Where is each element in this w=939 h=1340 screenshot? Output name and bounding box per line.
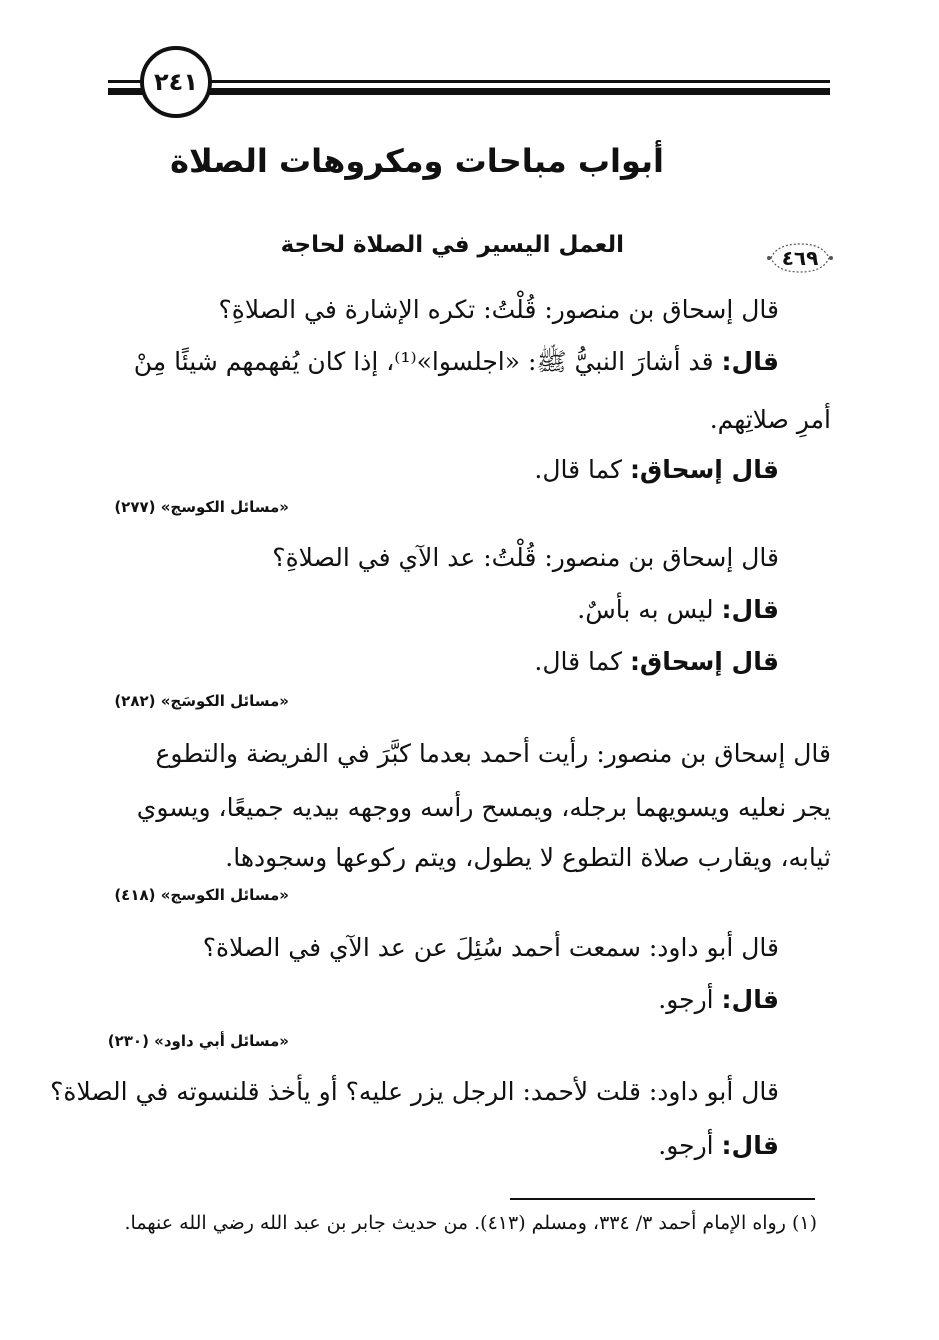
page-number: ٢٤١ xyxy=(140,46,212,118)
answer-label: قال إسحاق: xyxy=(629,647,779,676)
source-citation: «مسائل الكوسَج» (٢٨٢) xyxy=(114,692,289,710)
section-title: العمل اليسير في الصلاة لحاجة xyxy=(280,232,624,258)
answer-line xyxy=(134,344,779,380)
source-citation: «مسائل الكوسج» (٤١٨) xyxy=(114,886,289,904)
paragraph-line: ثيابه، ويقارب صلاة التطوع لا يطول، ويتم ركوعها وسجودها. xyxy=(225,843,831,872)
answer-text: كما قال. xyxy=(534,455,622,484)
answer-continuation: أمرِ صلاتِهم. xyxy=(709,405,831,434)
chapter-title: أبواب مباحات ومكروهات الصلاة xyxy=(170,142,664,180)
answer-text: ليس به بأسٌ. xyxy=(577,595,714,624)
answer-line xyxy=(534,452,779,488)
answer-line xyxy=(658,1128,779,1164)
section-number: ٤٦٩ xyxy=(781,246,819,270)
answer-text: قد أشارَ النبيُّ ﷺ: «اجلسوا»⁽¹⁾، إذا كان يُفهمهم شيئًا مِنْ xyxy=(133,347,714,376)
question-text: قال أبو داود: قلت لأحمد: الرجل يزر عليه؟ أو يأخذ قلنسوته في الصلاة؟ xyxy=(50,1077,779,1106)
answer-text: أرجو. xyxy=(658,985,714,1014)
answer-text: كما قال. xyxy=(534,647,622,676)
answer-text: أرجو. xyxy=(658,1131,714,1160)
header-rule-bottom xyxy=(108,88,830,95)
source-citation: «مسائل الكوسج» (٢٧٧) xyxy=(114,498,289,516)
answer-label: قال: xyxy=(721,985,779,1014)
answer-label: قال: xyxy=(721,1131,779,1160)
question-text: قال إسحاق بن منصور: قُلْتُ: عد الآي في الصلاةِ؟ xyxy=(272,543,779,572)
answer-label: قال إسحاق: xyxy=(629,455,779,484)
question-text: قال أبو داود: سمعت أحمد سُئِلَ عن عد الآي في الصلاة؟ xyxy=(202,933,779,962)
answer-line xyxy=(534,644,779,680)
header-rule-top xyxy=(108,80,830,83)
source-citation: «مسائل أبي داود» (٢٣٠) xyxy=(107,1032,289,1050)
answer-label: قال: xyxy=(721,595,779,624)
footnote-rule xyxy=(510,1198,815,1200)
paragraph-line: يجر نعليه ويسويهما برجله، ويمسح رأسه ووجهه بيديه جميعًا، ويسوي xyxy=(136,793,831,822)
question-text: قال إسحاق بن منصور: قُلْتُ: تكره الإشارة في الصلاةِ؟ xyxy=(218,295,779,324)
footnote: (١) رواه الإمام أحمد ٣/ ٣٣٤، ومسلم (٤١٣). من حديث جابر بن عبد الله رضي الله عنهما. xyxy=(124,1212,817,1234)
answer-line xyxy=(577,592,779,628)
answer-label: قال: xyxy=(721,347,779,376)
section-number-badge xyxy=(765,238,835,278)
answer-line xyxy=(658,982,779,1018)
paragraph-line: قال إسحاق بن منصور: رأيت أحمد بعدما كبَّرَ في الفريضة والتطوع xyxy=(155,739,831,768)
